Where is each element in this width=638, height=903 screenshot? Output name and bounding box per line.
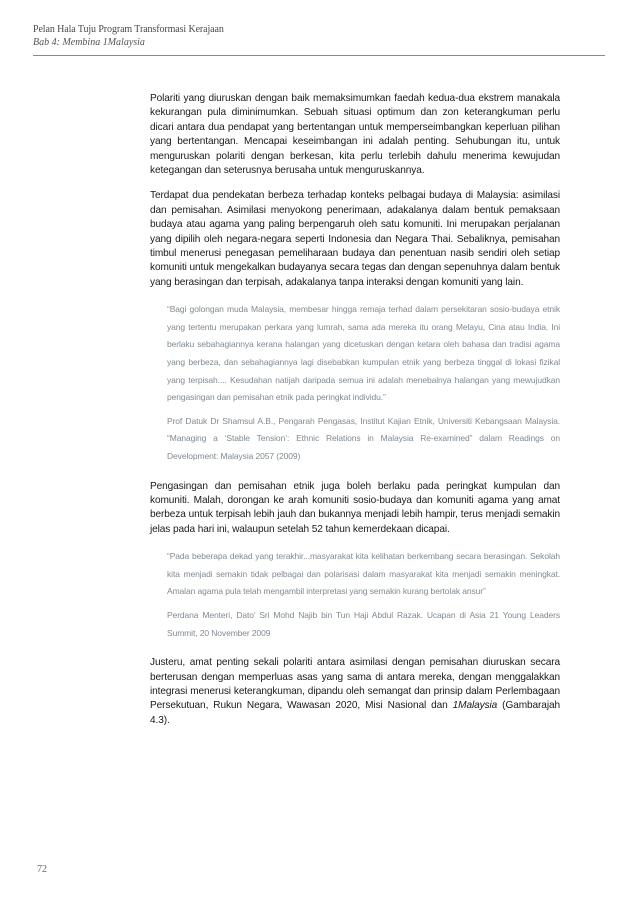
paragraph-3: Pengasingan dan pemisahan etnik juga boleh berlaku pada peringkat kumpulan dan komuniti. Malah, dorongan ke arah komuniti sosio-budaya dan komuniti agama yang amat berbeza untuk terpisah lebih jauh dan bukannya menjadi lebih hampir, terus menjadi semakin jelas pada hari ini, walaupun setelah 52 tahun kemerdekaan dicapai. xyxy=(150,480,560,535)
main-content xyxy=(150,92,560,739)
paragraph-4-italic: 1Malaysia xyxy=(452,700,498,712)
paragraph-2: Terdapat dua pendekatan berbeza terhadap konteks pelbagai budaya di Malaysia: asimilasi dan pemisahan. Asimilasi menyokong penerimaan, adakalanya dalam bentuk pemaksaan budaya atau agama yang paling berpengaruh oleh satu komuniti. Ini merupakan perjalanan yang dipilih oleh negara-negara seperti Indonesia dan Negara Thai. Sebaliknya, pemisahan timbul menerusi penegasan pemeliharaan budaya dan penentuan nasib sendiri oleh setiap komuniti untuk mengekalkan budayanya secara tegas dan dengan sepenuhnya dalam bentuk yang berasingan dan terpisah, adakalanya tanpa interaksi dengan komuniti yang lain. xyxy=(150,190,560,288)
document-title: Pelan Hala Tuju Program Transformasi Kerajaan xyxy=(33,24,224,35)
quote-text: “Pada beberapa dekad yang terakhir...masyarakat kita kelihatan berkembang secara berasingan. Sekolah kita menjadi semakin tidak pelbagai dan polarisasi dalam masyarakat kita menjadi semakin meningkat. Amalan agama pula telah mengambil interpretasi yang semakin kurang bertolak ansur” xyxy=(167,551,560,597)
header-divider xyxy=(33,55,605,56)
page-number: 72 xyxy=(37,864,47,875)
chapter-title: Bab 4: Membina 1Malaysia xyxy=(33,37,145,48)
paragraph-4-text: Justeru, amat penting sekali polariti antara asimilasi dengan pemisahan diuruskan secara berterusan dengan memperluas asas yang sama di antara mereka, dengan menggalakkan integrasi menerusi keterangkuman, dipandu oleh semangat dan prinsip dalam Perlembagaan Persekutuan, Rukun Negara, Wawasan 2020, Misi Nasional dan xyxy=(150,657,560,712)
quote-text: “Bagi golongan muda Malaysia, membesar hingga remaja terhad dalam persekitaran sosio-budaya etnik yang tertentu merupakan perkara yang lumrah, sama ada mereka itu orang Melayu, Cina atau India. Ini berlaku sebahagiannya kerana halangan yang dicetuskan dengan ketara oleh bahasa dan tradisi agama yang berbeza, dan sebahagiannya lagi disebabkan kumpulan etnik yang berbeza tinggal di lokasi fizikal yang terpisah.... Kesudahan natijah daripada semua ini adalah menebalnya halangan yang mewujudkan pengasingan dan pemisahan etnik pada peringkat individu.” xyxy=(167,304,560,403)
quote-source: Perdana Menteri, Dato’ Sri Mohd Najib bin Tun Haji Abdul Razak. Ucapan di Asia 21 Young Leaders Summit, 20 November 2009 xyxy=(167,610,560,638)
paragraph-4-tail: (Gambarajah 4.3). xyxy=(150,700,560,726)
paragraph-4 xyxy=(150,656,560,728)
page-header xyxy=(33,23,605,56)
quote-block-2 xyxy=(167,548,560,642)
quote-block-1 xyxy=(167,301,560,465)
paragraph-1: Polariti yang diuruskan dengan baik memaksimumkan faedah kedua-dua ekstrem manakala kekurangan pula diminimumkan. Sebuah situasi optimum dan zon keterangkuman perlu dicari antara dua pendapat yang bertentangan untuk memperseimbangkan keperluan pilihan yang bertentangan. Mencapai keseimbangan ini adalah penting. Sehubungan itu, untuk menguruskan polariti dengan berkesan, kita perlu terlebih dahulu menerima kewujudan ketegangan dan seterusnya berusaha untuk menguruskannya. xyxy=(150,93,560,177)
quote-source: Prof Datuk Dr Shamsul A.B., Pengarah Pengasas, Institut Kajian Etnik, Universiti Kebangsaan Malaysia. “Managing a ‘Stable Tension’: Ethnic Relations in Malaysia Re-examined” dalam Readings on Development: Malaysia 2057 (2009) xyxy=(167,415,560,462)
